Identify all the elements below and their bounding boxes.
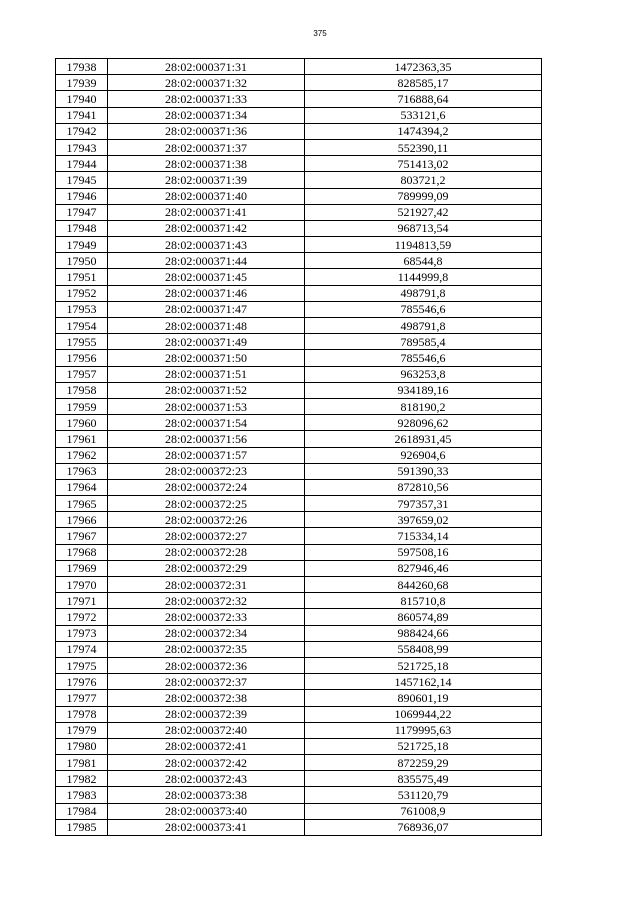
row-number-cell: 17941 <box>56 107 108 123</box>
row-number-cell: 17984 <box>56 803 108 819</box>
row-number-cell: 17971 <box>56 593 108 609</box>
row-number-cell: 17960 <box>56 415 108 431</box>
table-row <box>56 431 542 447</box>
table-row <box>56 75 542 91</box>
table-row <box>56 722 542 738</box>
row-number-cell: 17964 <box>56 479 108 495</box>
value-cell: 789999,09 <box>305 188 542 204</box>
value-cell: 521927,42 <box>305 204 542 220</box>
row-number-cell: 17942 <box>56 123 108 139</box>
table-row <box>56 803 542 819</box>
table-row <box>56 625 542 641</box>
table-row <box>56 398 542 414</box>
cadastral-number-cell: 28:02:000372:27 <box>108 528 305 544</box>
table-row <box>56 123 542 139</box>
table-row <box>56 107 542 123</box>
value-cell: 521725,18 <box>305 657 542 673</box>
cadastral-number-cell: 28:02:000371:50 <box>108 350 305 366</box>
table-row <box>56 463 542 479</box>
row-number-cell: 17965 <box>56 496 108 512</box>
row-number-cell: 17974 <box>56 641 108 657</box>
value-cell: 68544,8 <box>305 253 542 269</box>
value-cell: 597508,16 <box>305 544 542 560</box>
cadastral-number-cell: 28:02:000371:49 <box>108 334 305 350</box>
cadastral-number-cell: 28:02:000372:28 <box>108 544 305 560</box>
row-number-cell: 17969 <box>56 560 108 576</box>
value-cell: 498791,8 <box>305 318 542 334</box>
value-cell: 1472363,35 <box>305 59 542 75</box>
table-row <box>56 447 542 463</box>
cadastral-number-cell: 28:02:000371:39 <box>108 172 305 188</box>
row-number-cell: 17982 <box>56 771 108 787</box>
cadastral-number-cell: 28:02:000372:43 <box>108 771 305 787</box>
row-number-cell: 17957 <box>56 366 108 382</box>
row-number-cell: 17943 <box>56 139 108 155</box>
table-row <box>56 577 542 593</box>
value-cell: 1179995,63 <box>305 722 542 738</box>
table-row <box>56 512 542 528</box>
value-cell: 498791,8 <box>305 285 542 301</box>
table-row <box>56 188 542 204</box>
table-row <box>56 755 542 771</box>
row-number-cell: 17977 <box>56 690 108 706</box>
row-number-cell: 17966 <box>56 512 108 528</box>
row-number-cell: 17980 <box>56 738 108 754</box>
table-row <box>56 382 542 398</box>
value-cell: 785546,6 <box>305 301 542 317</box>
value-cell: 928096,62 <box>305 415 542 431</box>
value-cell: 558408,99 <box>305 641 542 657</box>
cadastral-number-cell: 28:02:000371:32 <box>108 75 305 91</box>
row-number-cell: 17955 <box>56 334 108 350</box>
value-cell: 789585,4 <box>305 334 542 350</box>
cadastral-number-cell: 28:02:000372:23 <box>108 463 305 479</box>
value-cell: 815710,8 <box>305 593 542 609</box>
table-row <box>56 819 542 835</box>
cadastral-number-cell: 28:02:000372:40 <box>108 722 305 738</box>
cadastral-number-cell: 28:02:000373:41 <box>108 819 305 835</box>
cadastral-number-cell: 28:02:000371:41 <box>108 204 305 220</box>
table-row <box>56 593 542 609</box>
cadastral-number-cell: 28:02:000371:53 <box>108 398 305 414</box>
table-row <box>56 641 542 657</box>
cadastral-number-cell: 28:02:000371:52 <box>108 382 305 398</box>
value-cell: 1457162,14 <box>305 674 542 690</box>
row-number-cell: 17952 <box>56 285 108 301</box>
value-cell: 828585,17 <box>305 75 542 91</box>
table-row <box>56 139 542 155</box>
cadastral-number-cell: 28:02:000373:40 <box>108 803 305 819</box>
table-row <box>56 253 542 269</box>
cadastral-number-cell: 28:02:000371:45 <box>108 269 305 285</box>
cadastral-number-cell: 28:02:000371:44 <box>108 253 305 269</box>
value-cell: 521725,18 <box>305 738 542 754</box>
row-number-cell: 17940 <box>56 91 108 107</box>
value-cell: 872259,29 <box>305 755 542 771</box>
row-number-cell: 17973 <box>56 625 108 641</box>
value-cell: 844260,68 <box>305 577 542 593</box>
value-cell: 835575,49 <box>305 771 542 787</box>
cadastral-number-cell: 28:02:000371:37 <box>108 139 305 155</box>
table-row <box>56 301 542 317</box>
table-row <box>56 496 542 512</box>
cadastral-number-cell: 28:02:000371:34 <box>108 107 305 123</box>
cadastral-number-cell: 28:02:000372:34 <box>108 625 305 641</box>
row-number-cell: 17979 <box>56 722 108 738</box>
table-row <box>56 738 542 754</box>
value-cell: 591390,33 <box>305 463 542 479</box>
table-row <box>56 318 542 334</box>
row-number-cell: 17983 <box>56 787 108 803</box>
value-cell: 827946,46 <box>305 560 542 576</box>
cadastral-number-cell: 28:02:000372:36 <box>108 657 305 673</box>
row-number-cell: 17967 <box>56 528 108 544</box>
value-cell: 785546,6 <box>305 350 542 366</box>
table-row <box>56 366 542 382</box>
cadastral-number-cell: 28:02:000372:32 <box>108 593 305 609</box>
value-cell: 860574,89 <box>305 609 542 625</box>
cadastral-number-cell: 28:02:000372:38 <box>108 690 305 706</box>
row-number-cell: 17976 <box>56 674 108 690</box>
cadastral-number-cell: 28:02:000371:57 <box>108 447 305 463</box>
row-number-cell: 17972 <box>56 609 108 625</box>
cadastral-number-cell: 28:02:000372:42 <box>108 755 305 771</box>
value-cell: 768936,07 <box>305 819 542 835</box>
cadastral-number-cell: 28:02:000373:38 <box>108 787 305 803</box>
value-cell: 818190,2 <box>305 398 542 414</box>
row-number-cell: 17947 <box>56 204 108 220</box>
row-number-cell: 17938 <box>56 59 108 75</box>
row-number-cell: 17970 <box>56 577 108 593</box>
value-cell: 533121,6 <box>305 107 542 123</box>
cadastral-number-cell: 28:02:000371:40 <box>108 188 305 204</box>
row-number-cell: 17948 <box>56 220 108 236</box>
cadastral-number-cell: 28:02:000372:37 <box>108 674 305 690</box>
value-cell: 716888,64 <box>305 91 542 107</box>
row-number-cell: 17939 <box>56 75 108 91</box>
cadastral-number-cell: 28:02:000371:36 <box>108 123 305 139</box>
table-row <box>56 787 542 803</box>
table-row <box>56 706 542 722</box>
row-number-cell: 17944 <box>56 156 108 172</box>
value-cell: 1474394,2 <box>305 123 542 139</box>
table-row <box>56 479 542 495</box>
row-number-cell: 17945 <box>56 172 108 188</box>
cadastral-number-cell: 28:02:000371:42 <box>108 220 305 236</box>
table-body <box>56 59 542 836</box>
cadastral-number-cell: 28:02:000372:25 <box>108 496 305 512</box>
table-row <box>56 528 542 544</box>
row-number-cell: 17959 <box>56 398 108 414</box>
value-cell: 926904,6 <box>305 447 542 463</box>
table-row <box>56 609 542 625</box>
row-number-cell: 17975 <box>56 657 108 673</box>
cadastral-number-cell: 28:02:000372:24 <box>108 479 305 495</box>
cadastral-number-cell: 28:02:000372:29 <box>108 560 305 576</box>
value-cell: 934189,16 <box>305 382 542 398</box>
row-number-cell: 17949 <box>56 237 108 253</box>
value-cell: 963253,8 <box>305 366 542 382</box>
row-number-cell: 17954 <box>56 318 108 334</box>
value-cell: 2618931,45 <box>305 431 542 447</box>
value-cell: 397659,02 <box>305 512 542 528</box>
cadastral-number-cell: 28:02:000372:41 <box>108 738 305 754</box>
value-cell: 797357,31 <box>305 496 542 512</box>
row-number-cell: 17961 <box>56 431 108 447</box>
value-cell: 531120,79 <box>305 787 542 803</box>
table-row <box>56 560 542 576</box>
row-number-cell: 17953 <box>56 301 108 317</box>
row-number-cell: 17985 <box>56 819 108 835</box>
row-number-cell: 17963 <box>56 463 108 479</box>
value-cell: 552390,11 <box>305 139 542 155</box>
cadastral-number-cell: 28:02:000371:38 <box>108 156 305 172</box>
table-row <box>56 544 542 560</box>
cadastral-number-cell: 28:02:000371:33 <box>108 91 305 107</box>
cadastral-number-cell: 28:02:000372:35 <box>108 641 305 657</box>
value-cell: 968713,54 <box>305 220 542 236</box>
table-row <box>56 690 542 706</box>
value-cell: 1069944,22 <box>305 706 542 722</box>
row-number-cell: 17958 <box>56 382 108 398</box>
cadastral-value-table <box>55 58 542 836</box>
table-row <box>56 285 542 301</box>
row-number-cell: 17962 <box>56 447 108 463</box>
value-cell: 988424,66 <box>305 625 542 641</box>
cadastral-number-cell: 28:02:000371:46 <box>108 285 305 301</box>
value-cell: 890601,19 <box>305 690 542 706</box>
page-number: 375 <box>313 29 327 38</box>
cadastral-number-cell: 28:02:000371:54 <box>108 415 305 431</box>
cadastral-number-cell: 28:02:000371:43 <box>108 237 305 253</box>
table-row <box>56 771 542 787</box>
cadastral-number-cell: 28:02:000371:31 <box>108 59 305 75</box>
cadastral-number-cell: 28:02:000372:26 <box>108 512 305 528</box>
table-row <box>56 415 542 431</box>
value-cell: 1194813,59 <box>305 237 542 253</box>
table-row <box>56 350 542 366</box>
table-row <box>56 204 542 220</box>
row-number-cell: 17981 <box>56 755 108 771</box>
cadastral-number-cell: 28:02:000372:33 <box>108 609 305 625</box>
table-row <box>56 59 542 75</box>
table-row <box>56 172 542 188</box>
row-number-cell: 17978 <box>56 706 108 722</box>
value-cell: 751413,02 <box>305 156 542 172</box>
cadastral-number-cell: 28:02:000371:56 <box>108 431 305 447</box>
row-number-cell: 17956 <box>56 350 108 366</box>
row-number-cell: 17946 <box>56 188 108 204</box>
cadastral-number-cell: 28:02:000372:39 <box>108 706 305 722</box>
row-number-cell: 17968 <box>56 544 108 560</box>
value-cell: 761008,9 <box>305 803 542 819</box>
cadastral-number-cell: 28:02:000371:47 <box>108 301 305 317</box>
table-row <box>56 269 542 285</box>
table-row <box>56 91 542 107</box>
cadastral-number-cell: 28:02:000371:48 <box>108 318 305 334</box>
table-row <box>56 237 542 253</box>
cadastral-number-cell: 28:02:000372:31 <box>108 577 305 593</box>
table-row <box>56 156 542 172</box>
value-cell: 715334,14 <box>305 528 542 544</box>
value-cell: 803721,2 <box>305 172 542 188</box>
table-row <box>56 334 542 350</box>
value-cell: 872810,56 <box>305 479 542 495</box>
table-row <box>56 220 542 236</box>
table-row <box>56 657 542 673</box>
value-cell: 1144999,8 <box>305 269 542 285</box>
table-row <box>56 674 542 690</box>
cadastral-number-cell: 28:02:000371:51 <box>108 366 305 382</box>
row-number-cell: 17951 <box>56 269 108 285</box>
row-number-cell: 17950 <box>56 253 108 269</box>
